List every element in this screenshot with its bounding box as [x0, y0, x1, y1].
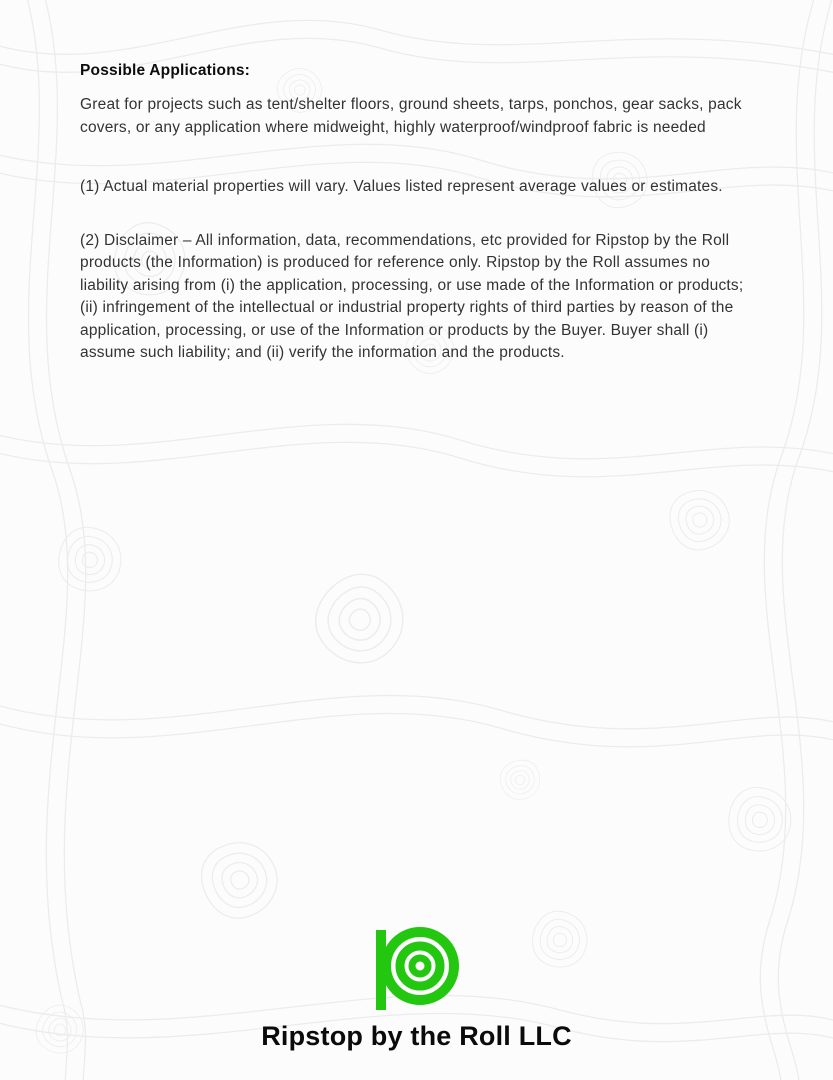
disclaimer-paragraph: (2) Disclaimer – All information, data, recommendations, etc provided for Ripstop by the Roll products (the Information) is produced for reference only. Ripstop by the Roll assumes no liability arising from (i) the application, processing, or use made of the Information or products; (ii) infringement of the intellectual or industrial property rights of third parties by reason of the application, processing, or use of the Information or products by the Buyer. Buyer shall (i) assume such liability; and (ii) verify the information and the products.: [80, 231, 744, 361]
note-1-paragraph: (1) Actual material properties will vary. Values listed represent average values or estimates.: [80, 178, 723, 195]
possible-applications-heading: Possible Applications:: [80, 62, 251, 79]
ripstop-spiral-p-logo-icon: [374, 924, 460, 1012]
applications-paragraph: Great for projects such as tent/shelter floors, ground sheets, tarps, ponchos, gear sacks, pack covers, or any application where midweight, highly waterproof/windproof fabric is needed: [80, 96, 742, 136]
document-body: [0, 0, 833, 365]
company-name: Ripstop by the Roll LLC: [261, 1021, 572, 1051]
footer: [0, 924, 833, 1052]
